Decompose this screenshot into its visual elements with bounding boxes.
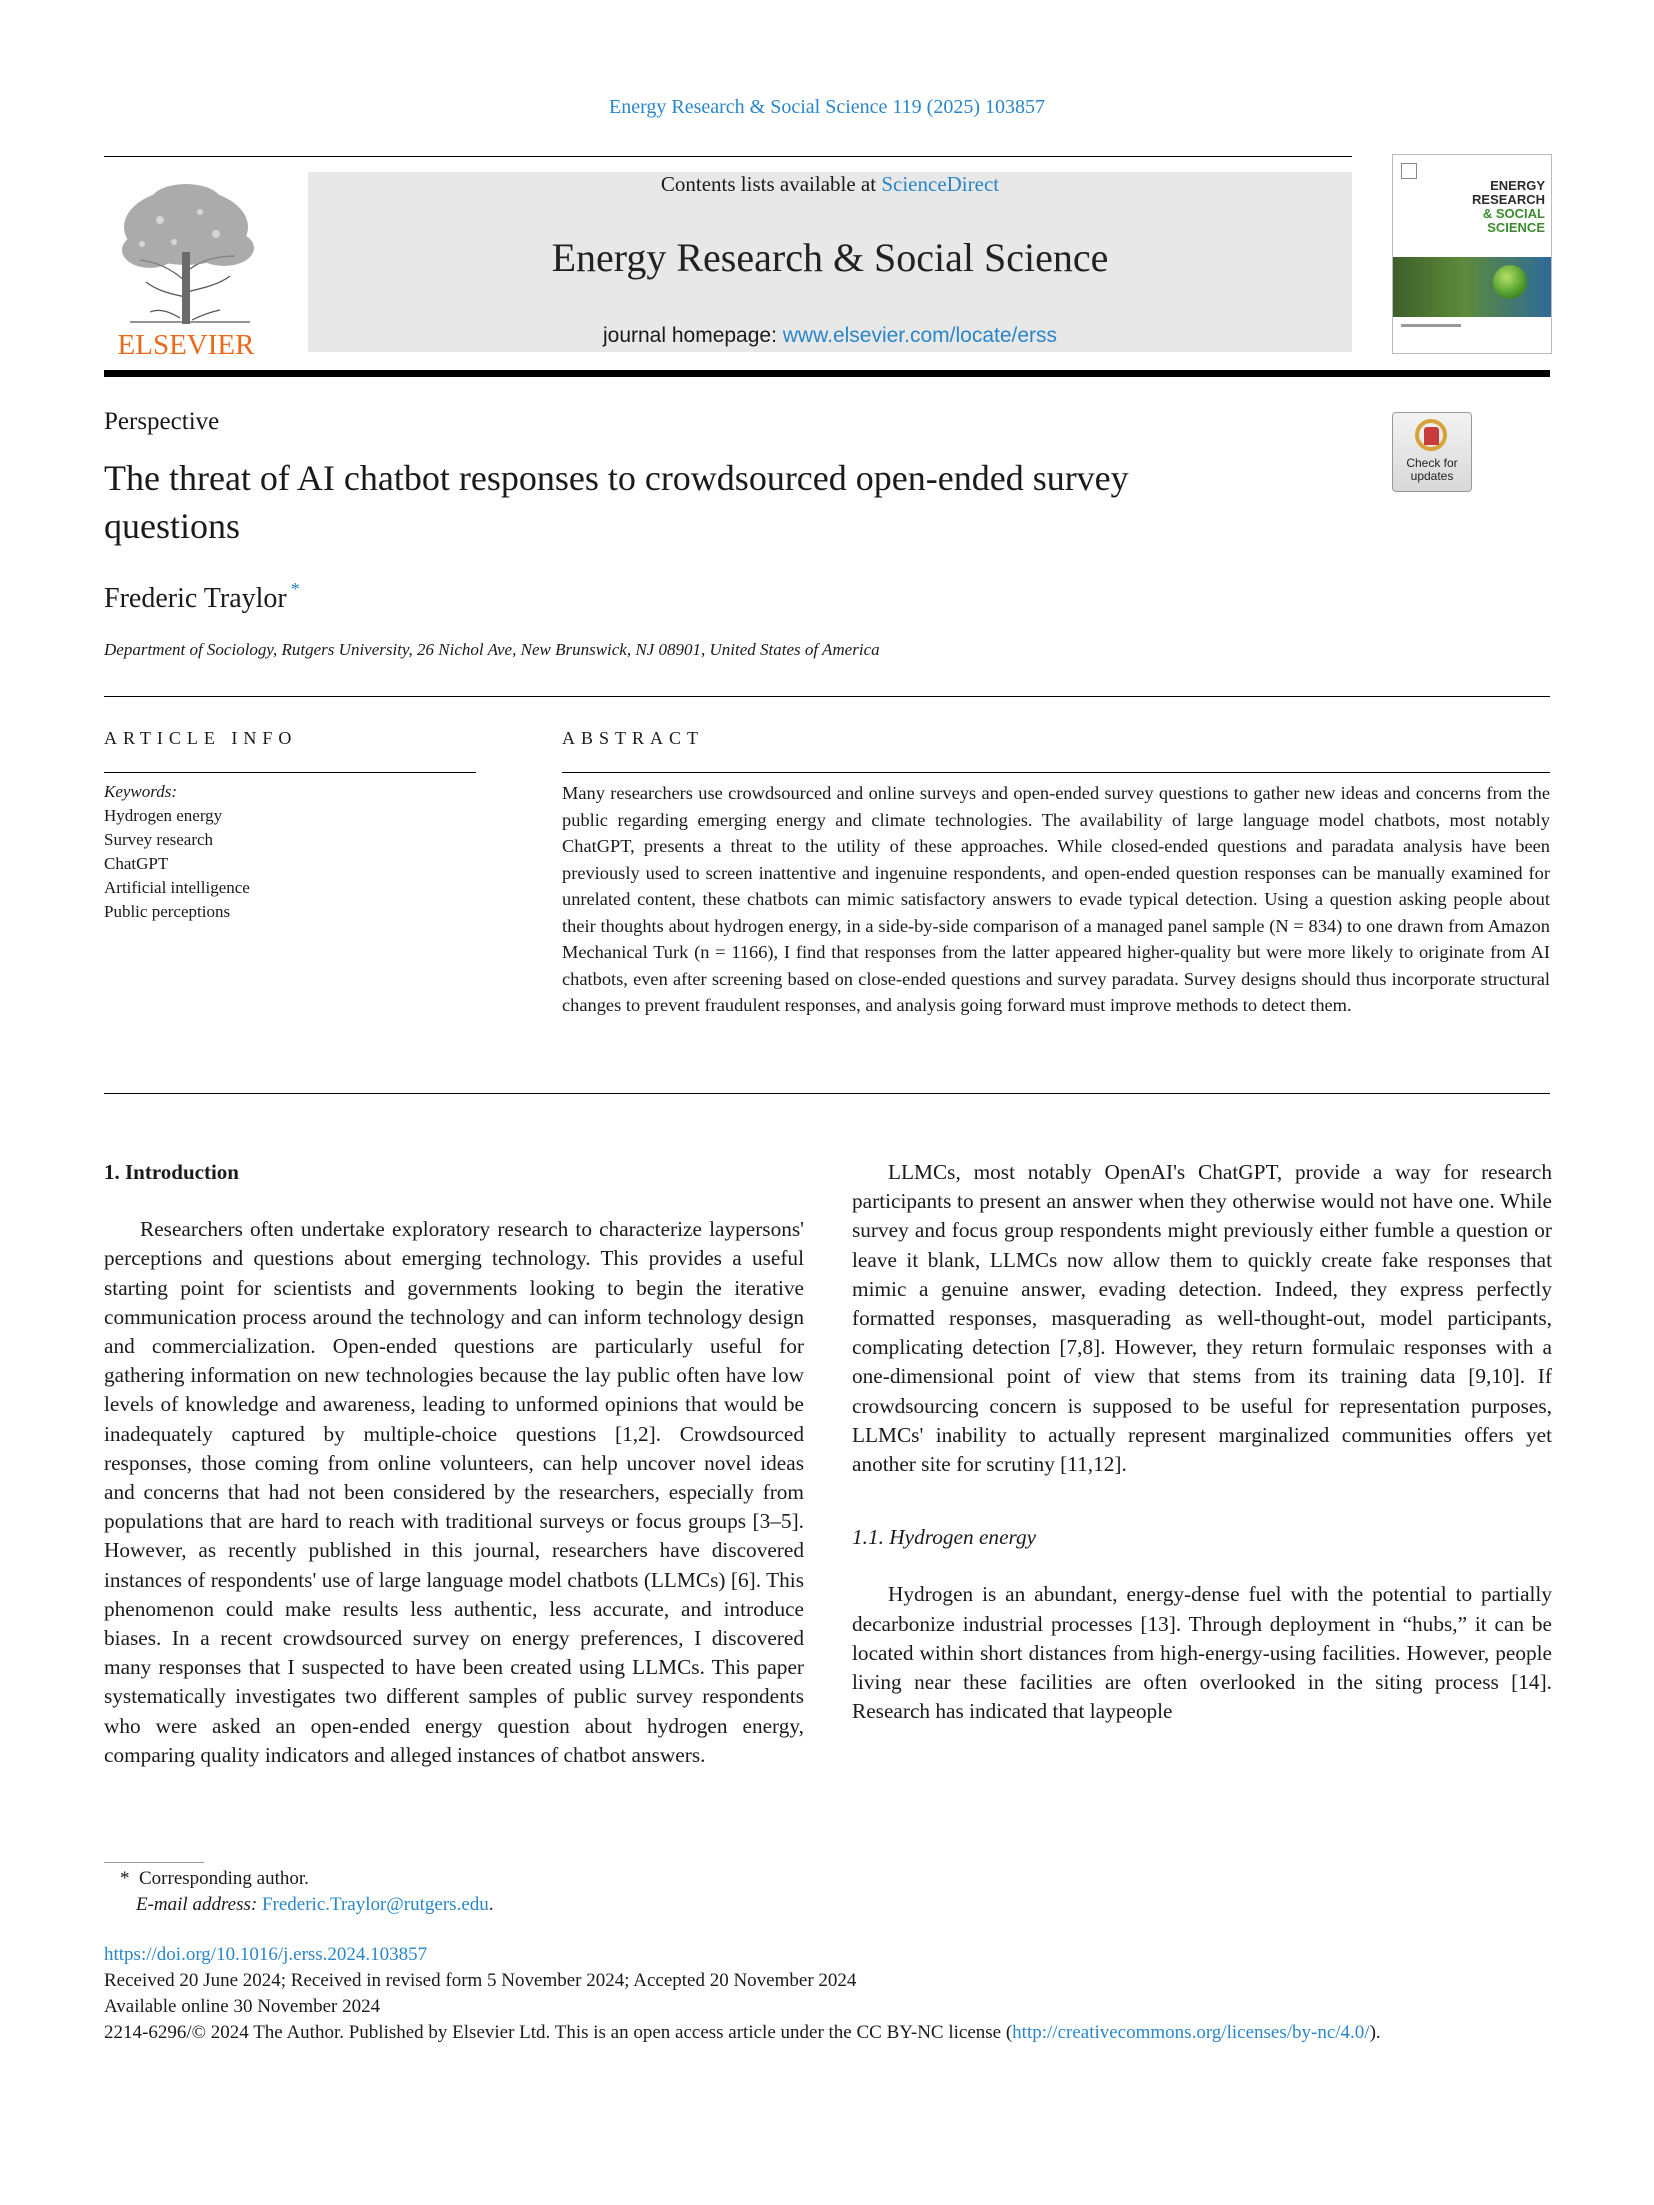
keyword: Survey research [104,830,214,849]
journal-citation[interactable] [0,96,1654,119]
body-right-column [852,1158,1552,1726]
header-rule [104,156,1352,157]
journal-banner [308,172,1352,352]
keyword: Hydrogen energy [104,806,223,825]
affiliation: Department of Sociology, Rutgers University, 26 Nichol Ave, New Brunswick, NJ 08901, United States of America [104,640,880,659]
elsevier-tree-icon [100,172,272,362]
check-for-updates-button[interactable] [1392,412,1472,492]
email-link[interactable]: Frederic.Traylor@rutgers.edu [261,1894,489,1915]
globe-icon [1493,265,1527,299]
citation-link[interactable]: Energy Research & Social Science 119 (2025) 103857 [609,96,1045,118]
license-statement: 2214-6296/© 2024 The Author. Published by Elsevier Ltd. This is an open access article under the CC BY-NC license (http://creativecommons.org/licenses/by-nc/4.0/). [104,2022,1381,2043]
elsevier-logo[interactable] [100,172,272,362]
email-line: E-mail address: Frederic.Traylor@rutgers.edu. [136,1894,494,1915]
doi-link[interactable]: https://doi.org/10.1016/j.erss.2024.103857 [104,1944,428,1965]
article-info-heading: ARTICLE INFO [104,728,298,748]
cover-image-band [1393,257,1551,317]
sciencedirect-link[interactable]: ScienceDirect [881,172,1000,196]
affiliation-rule [104,696,1550,697]
footnote-rule [104,1862,204,1863]
body-left-column [104,1158,804,1770]
subsection-heading-hydrogen: 1.1. Hydrogen energy [852,1525,1037,1550]
article-footer [104,1942,1550,2046]
keyword: Public perceptions [104,902,231,921]
journal-title: Energy Research & Social Science [551,235,1109,280]
keyword: ChatGPT [104,854,169,873]
bookmark-icon [1415,419,1447,451]
footnote [120,1866,494,1918]
cover-title: ENERGY RESEARCH & SOCIAL SCIENCE [1472,178,1545,235]
abstract-bottom-rule [104,1093,1550,1094]
masthead-rule [104,370,1550,377]
homepage-line: journal homepage: www.elsevier.com/locate/erss [602,324,1058,347]
abstract-text: Many researchers use crowdsourced and online surveys and open-ended survey questions to gather new ideas and concerns from the public regarding emerging energy and climate technologies. The availability of large language model chatbots, most notably ChatGPT, presents a threat to the utility of these approaches. While closed-ended questions and paradata analysis have been previously used to screen inattentive and ingenuine respondents, and open-ended question responses can be manually examined for unrelated content, these chatbots can mimic satisfactory answers to evade typical detection. Using a question asking people about their thoughts about hydrogen energy, in a side-by-side comparison of a managed panel sample (N = 834) to one drawn from Amazon Mechanical Turk (n = 1166), I find that responses from the latter appeared higher-quality but were more likely to originate from AI chatbots, even after screening based on close-ended questions and survey paradata. Survey designs should thus incorporate structural changes to prevent fraudulent responses, and analysis going forward must improve methods to detect them. [562,783,1550,1015]
corresponding-author-link[interactable]: * [290,579,300,599]
available-date: Available online 30 November 2024 [104,1996,381,2017]
article-title: The threat of AI chatbot responses to crowdsourced open-ended survey questions [104,458,1129,546]
check-updates-label: Check for updates [1406,456,1458,483]
cover-footer-bar [1401,324,1461,327]
section-heading-introduction: 1. Introduction [104,1160,239,1184]
cover-publisher-icon [1401,163,1417,179]
keywords-block [104,780,250,924]
article-type: Perspective [104,408,220,435]
corresponding-note: * Corresponding author. [120,1868,309,1889]
abstract-rule [562,772,1550,773]
keyword: Artificial intelligence [104,878,250,897]
received-dates: Received 20 June 2024; Received in revised form 5 November 2024; Accepted 20 November 2024 [104,1970,857,1991]
homepage-link[interactable]: www.elsevier.com/locate/erss [782,324,1058,347]
author-line [104,579,300,615]
abstract-heading: ABSTRACT [562,728,705,748]
keywords-label: Keywords: [104,782,178,801]
license-link[interactable]: http://creativecommons.org/licenses/by-nc/4.0/ [1012,2022,1370,2043]
elsevier-wordmark: ELSEVIER [117,329,255,361]
contents-line: Contents lists available at ScienceDirect [660,172,1000,196]
journal-cover-thumbnail[interactable] [1392,154,1552,354]
intro-paragraph-1: Researchers often undertake exploratory research to characterize laypersons' perceptions and questions about emerging technology. This provides a useful starting point for scientists and governments looking to begin the iterative communication process around the technology and can inform technology design and commercialization. Open-ended questions are particularly useful for gathering information on new technologies because the lay public often have low levels of knowledge and awareness, leading to unformed opinions that would be inadequately captured by multiple-choice questions [1,2]. Crowdsourced responses, those coming from online volunteers, can help uncover novel ideas and concerns that had not been considered by the researchers, especially from populations that are hard to reach with traditional surveys or focus groups [3–5]. However, as recently published in this journal, researchers have discovered instances of respondents' use of large language model chatbots (LLMCs) [6]. This phenomenon could make results less authentic, less accurate, and introduce biases. In a recent crowdsourced survey on energy preferences, I discovered many responses that I suspected to have been created using LLMCs. This paper systematically investigates two different samples of public survey respondents who were asked an open-ended energy question about hydrogen energy, comparing quality indicators and alleged instances of chatbot answers. [104,1217,804,1767]
info-rule [104,772,476,773]
intro-paragraph-2: LLMCs, most notably OpenAI's ChatGPT, provide a way for research participants to present an answer when they otherwise would not have one. While survey and focus group respondents might previously either fumble a question or leave it blank, LLMCs now allow them to quickly create fake responses that mimic a genuine answer, evading detection. Indeed, they express perfectly formatted responses, masquerading as well-thought-out, model participants, complicating detection [7,8]. However, they return formulaic responses with a one-dimensional point of view that stems from its training data [9,10]. If crowdsourcing concern is supposed to be useful for representation purposes, LLMCs' inability to actually represent marginalized communities offers yet another site for scrutiny [11,12]. [852,1160,1552,1477]
author-name: Frederic Traylor [104,583,287,614]
hydrogen-paragraph-1: Hydrogen is an abundant, energy-dense fuel with the potential to partially decarbonize industrial processes [13]. Through deployment in “hubs,” it can be located within short distances from high-energy-using facilities. However, people living near these facilities are often overlooked in the siting process [14]. Research has indicated that laypeople [852,1582,1552,1724]
